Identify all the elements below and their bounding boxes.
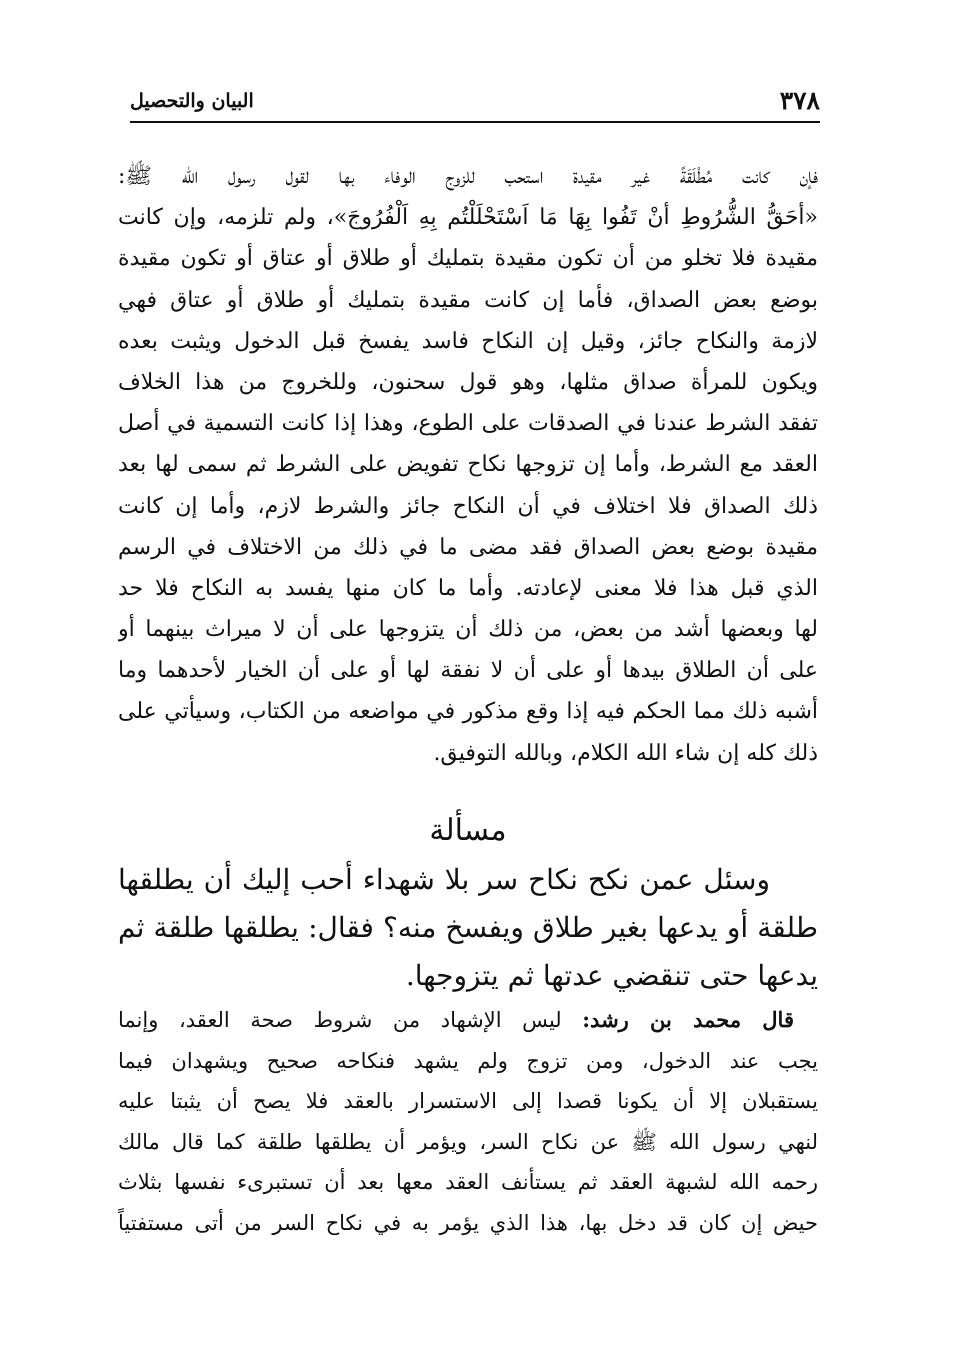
- text-line: على أن الطلاق بيدها أو على أن لا نفقة لها أو على أن الخيار لأحدهما وما: [118, 658, 818, 684]
- speaker-label: قال محمد بن رشد:: [582, 1007, 794, 1032]
- section-heading: مسألة: [429, 813, 507, 848]
- text-line: ويكون للمرأة صداق مثلها، وهو قول سحنون، وللخروج من هذا الخلاف: [118, 369, 818, 395]
- text-line: لها وبعضها أشد من بعض، من ذلك أن يتزوجها على أن لا ميراث بينهما أو: [118, 617, 818, 643]
- question-line: وسئل عمن نكح نكاح سر بلا شهداء أحب إليك أن يطلقها: [118, 863, 770, 896]
- text-line: بوضع بعض الصداق، فأما إن كانت مقيدة بتمليك أو طلاق أو عتاق فهي: [118, 287, 818, 313]
- text-line: الذي قبل هذا فلا معنى لإعادته. وأما ما كان منها يفسد به النكاح فلا حد: [118, 575, 818, 601]
- question-line: يدعها حتى تنقضي عدتها ثم يتزوجها.: [405, 959, 818, 992]
- running-title: البيان والتحصيل: [130, 90, 254, 112]
- page-number: ٣٧٨: [779, 86, 820, 115]
- commentary-paragraph: [118, 1000, 818, 1243]
- page-header: [130, 84, 820, 120]
- commentary-line: رحمه الله لشبهة العقد ثم يستأنف العقد معها بعد أن تستبرىء نفسها بثلاث: [118, 1170, 818, 1194]
- header-rule: [130, 121, 820, 123]
- commentary-text: ليس الإشهاد من شروط صحة العقد، وإنما: [118, 1008, 583, 1032]
- text-line: «أحَقُّ الشُّرُوطِ أنْ تَفُوا بِهَا مَا اَسْتَحْلَلْتُم بِهِ اَلْفُرُوجَ»، ولم تلزمه، وإن كانت: [118, 205, 818, 231]
- question-line: طلقة أو يدعها بغير طلاق ويفسخ منه؟ فقال: يطلقها طلقة ثم: [118, 911, 818, 944]
- text-line: مقيدة بوضع بعض الصداق فقد مضى ما في ذلك من الاختلاف في الرسم: [118, 534, 818, 560]
- text-line: لازمة والنكاح جائز، وقيل إن النكاح فاسد يفسخ قبل الدخول ويثبت بعده: [118, 328, 818, 354]
- text-line: أشبه ذلك مما الحكم فيه إذا وقع مذكور في مواضعه من الكتاب، وسيأتي على: [118, 699, 818, 725]
- text-line: مقيدة فلا تخلو من أن تكون مقيدة بتمليك أو طلاق أو عتاق أو تكون مقيدة: [118, 246, 818, 272]
- text-line: فإن كانت مُطْلَقَةً غير مقيدة استحب للزوج الوفاء بها لقول رسول الله ﷺ:: [118, 164, 818, 189]
- main-paragraph: [118, 156, 818, 774]
- question-paragraph: [118, 856, 818, 1000]
- text-line: ذلك الصداق فلا اختلاف في أن النكاح جائز والشرط لازم، وأما إن كانت: [118, 493, 818, 519]
- commentary-first-line: [118, 1000, 818, 1041]
- commentary-line: حيض إن كان قد دخل بها، هذا الذي يؤمر به في نكاح السر من أتى مستفتياً: [118, 1210, 818, 1235]
- commentary-line: يجب عند الدخول، ومن تزوج ولم يشهد فنكاحه صحيح ويشهدان فيما: [118, 1048, 818, 1073]
- commentary-line: يستقبلان إلا أن يكونا قصدا إلى الاستسرار بالعقد فلا يصح أن يثبتا عليه: [118, 1089, 818, 1113]
- text-line: ذلك كله إن شاء الله الكلام، وبالله التوفيق.: [433, 740, 818, 766]
- text-line: تفقد الشرط عندنا في الصدقات على الطوع، وهذا إذا كانت التسمية في أصل: [118, 411, 818, 437]
- commentary-line: لنهي رسول الله ﷺ عن نكاح السر، ويؤمر أن يطلقها طلقة كما قال مالك: [118, 1129, 818, 1154]
- text-line: العقد مع الشرط، وأما إن تزوجها نكاح تفويض على الشرط ثم سمى لها بعد: [118, 452, 818, 478]
